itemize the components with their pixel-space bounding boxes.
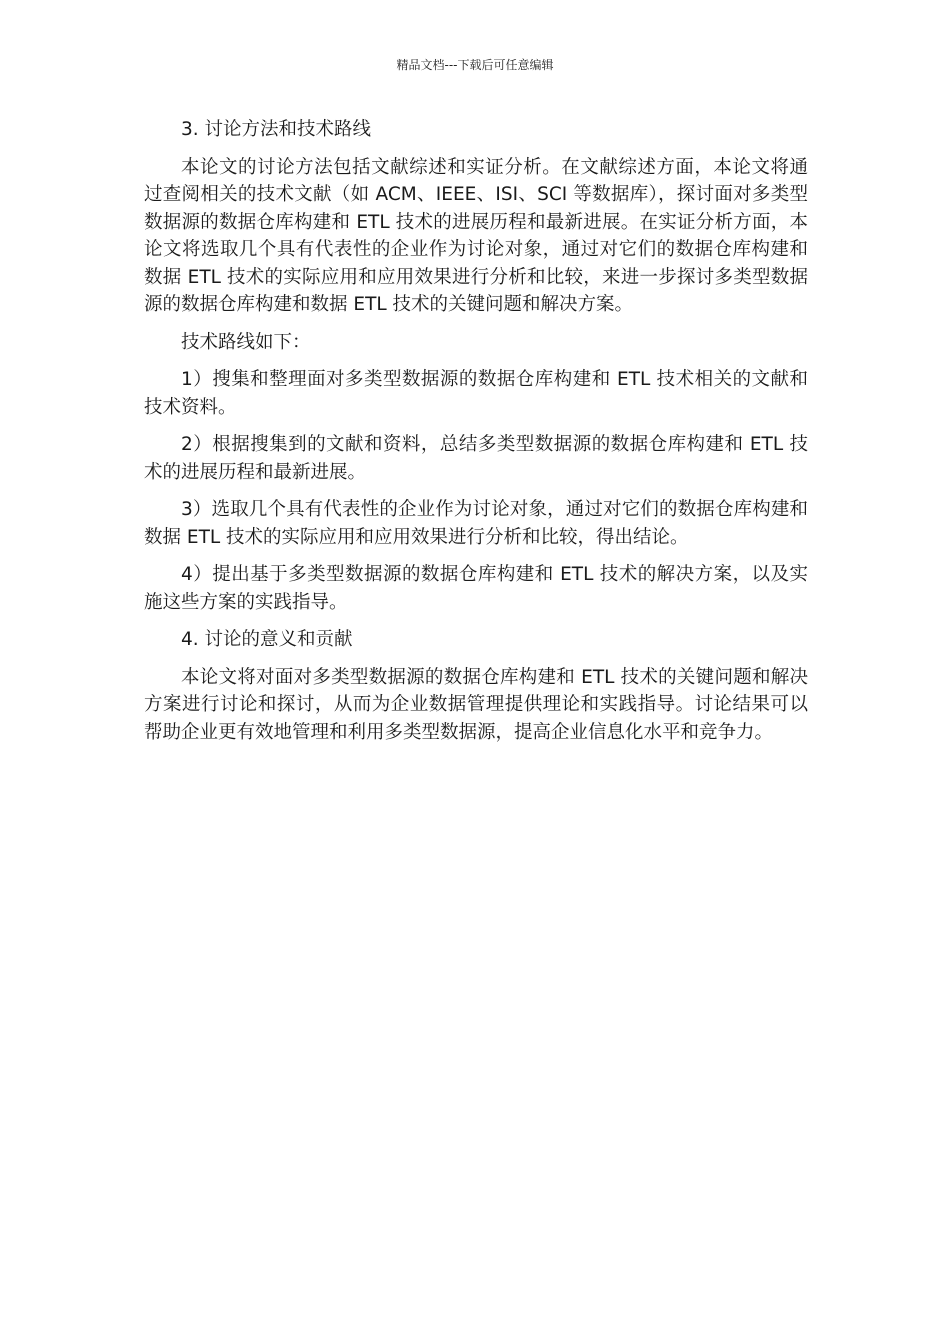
section-3-heading: 3. 讨论方法和技术路线 (181, 119, 372, 140)
route-step-1: 1）搜集和整理面对多类型数据源的数据仓库构建和 ETL 技术相关的文献和技术资料。 (144, 369, 808, 418)
section-3-intro-paragraph: 本论文的讨论方法包括文献综述和实证分析。在文献综述方面，本论文将通过查阅相关的技术文献（如 ACM、IEEE、ISI、SCI 等数据库），探讨面对多类型数据源的数据仓库构建和 ETL 技术的进展历程和最新进展。在实证分析方面，本论文将选取几个具有代表性的企业作为讨论对象，通过对它们的数据仓库构建和数据 ETL 技术的实际应用和应用效果进行分析和比较，来进一步探讨多类型数据源的数据仓库构建和数据 ETL 技术的关键问题和解决方案。 (144, 156, 808, 315)
route-step-2: 2）根据搜集到的文献和资料，总结多类型数据源的数据仓库构建和 ETL 技术的进展历程和最新进展。 (144, 434, 808, 483)
route-step-4: 4）提出基于多类型数据源的数据仓库构建和 ETL 技术的解决方案，以及实施这些方案的实践指导。 (144, 564, 808, 613)
technical-route-label: 技术路线如下： (181, 331, 311, 353)
section-4-heading: 4. 讨论的意义和贡献 (181, 629, 353, 650)
document-body (144, 116, 808, 756)
section-4-body-paragraph: 本论文将对面对多类型数据源的数据仓库构建和 ETL 技术的关键问题和解决方案进行讨论和探讨，从而为企业数据管理提供理论和实践指导。讨论结果可以帮助企业更有效地管理和利用多类型数据源，提高企业信息化水平和竞争力。 (144, 666, 808, 743)
route-step-3: 3）选取几个具有代表性的企业作为讨论对象，通过对它们的数据仓库构建和数据 ETL 技术的实际应用和应用效果进行分析和比较，得出结论。 (144, 499, 808, 548)
page-header: 精品文档---下载后可任意编辑 (396, 58, 554, 72)
